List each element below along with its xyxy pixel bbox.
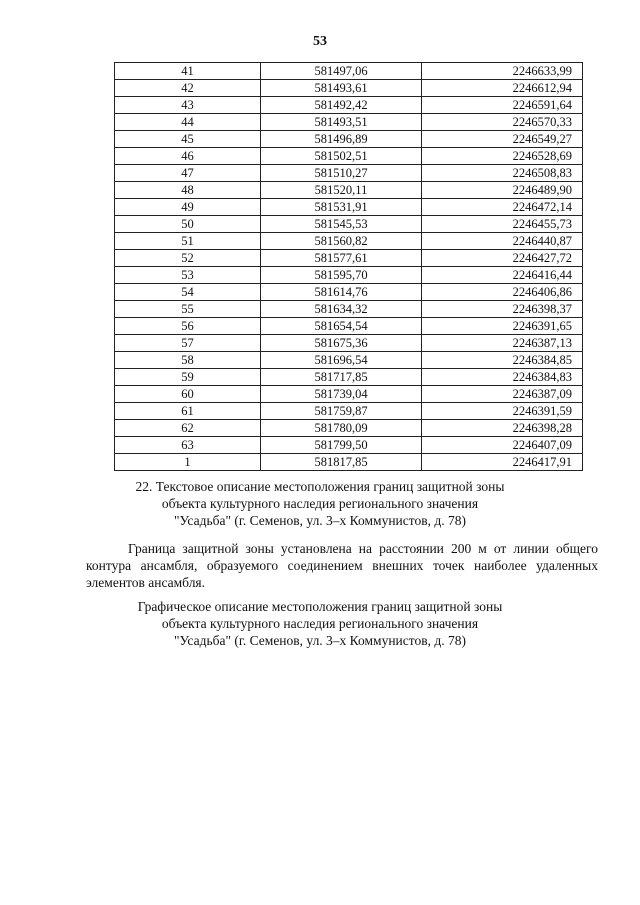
- y-coordinate-cell: 2246398,37: [422, 301, 583, 318]
- y-coordinate-cell: 2246416,44: [422, 267, 583, 284]
- point-number-cell: 57: [115, 335, 261, 352]
- coordinates-table-body: [115, 63, 583, 471]
- y-coordinate-cell: 2246440,87: [422, 233, 583, 250]
- point-number-cell: 59: [115, 369, 261, 386]
- point-number-cell: 1: [115, 454, 261, 471]
- y-coordinate-cell: 2246612,94: [422, 80, 583, 97]
- table-row: [115, 250, 583, 267]
- point-number-cell: 60: [115, 386, 261, 403]
- table-row: [115, 386, 583, 403]
- x-coordinate-cell: 581654,54: [261, 318, 422, 335]
- x-coordinate-cell: 581493,51: [261, 114, 422, 131]
- boundary-description-paragraph: Граница защитной зоны установлена на расстоянии 200 м от линии общего контура ансамбля, образуемого соединением внешних точек наиболее удаленных элементов ансамбля.: [86, 541, 598, 590]
- table-row: [115, 352, 583, 369]
- table-row: [115, 216, 583, 233]
- table-row: [115, 403, 583, 420]
- table-row: [115, 267, 583, 284]
- x-coordinate-cell: 581531,91: [261, 199, 422, 216]
- table-row: [115, 454, 583, 471]
- x-coordinate-cell: 581560,82: [261, 233, 422, 250]
- y-coordinate-cell: 2246508,83: [422, 165, 583, 182]
- table-row: [115, 165, 583, 182]
- x-coordinate-cell: 581497,06: [261, 63, 422, 80]
- graphic-heading-line-3: "Усадьба" (г. Семенов, ул. 3–х Коммунистов, д. 78): [173, 633, 466, 648]
- table-row: [115, 114, 583, 131]
- table-row: [115, 199, 583, 216]
- table-row: [115, 301, 583, 318]
- section-heading: [0, 478, 640, 529]
- point-number-cell: 54: [115, 284, 261, 301]
- point-number-cell: 56: [115, 318, 261, 335]
- coordinates-table: [114, 62, 583, 471]
- table-row: [115, 420, 583, 437]
- x-coordinate-cell: 581510,27: [261, 165, 422, 182]
- table-row: [115, 63, 583, 80]
- y-coordinate-cell: 2246427,72: [422, 250, 583, 267]
- point-number-cell: 46: [115, 148, 261, 165]
- y-coordinate-cell: 2246591,64: [422, 97, 583, 114]
- graphic-heading-line-2: объекта культурного наследия регионального значения: [161, 616, 479, 631]
- y-coordinate-cell: 2246406,86: [422, 284, 583, 301]
- point-number-cell: 52: [115, 250, 261, 267]
- y-coordinate-cell: 2246472,14: [422, 199, 583, 216]
- table-row: [115, 335, 583, 352]
- point-number-cell: 44: [115, 114, 261, 131]
- y-coordinate-cell: 2246391,59: [422, 403, 583, 420]
- y-coordinate-cell: 2246384,85: [422, 352, 583, 369]
- y-coordinate-cell: 2246489,90: [422, 182, 583, 199]
- table-row: [115, 233, 583, 250]
- table-row: [115, 182, 583, 199]
- table-row: [115, 131, 583, 148]
- point-number-cell: 58: [115, 352, 261, 369]
- y-coordinate-cell: 2246407,09: [422, 437, 583, 454]
- page-number: 53: [313, 34, 327, 49]
- x-coordinate-cell: 581780,09: [261, 420, 422, 437]
- point-number-cell: 47: [115, 165, 261, 182]
- table-row: [115, 318, 583, 335]
- y-coordinate-cell: 2246570,33: [422, 114, 583, 131]
- x-coordinate-cell: 581493,61: [261, 80, 422, 97]
- x-coordinate-cell: 581502,51: [261, 148, 422, 165]
- y-coordinate-cell: 2246417,91: [422, 454, 583, 471]
- x-coordinate-cell: 581799,50: [261, 437, 422, 454]
- x-coordinate-cell: 581696,54: [261, 352, 422, 369]
- x-coordinate-cell: 581717,85: [261, 369, 422, 386]
- y-coordinate-cell: 2246633,99: [422, 63, 583, 80]
- table-row: [115, 97, 583, 114]
- x-coordinate-cell: 581577,61: [261, 250, 422, 267]
- y-coordinate-cell: 2246455,73: [422, 216, 583, 233]
- point-number-cell: 45: [115, 131, 261, 148]
- y-coordinate-cell: 2246384,83: [422, 369, 583, 386]
- x-coordinate-cell: 581545,53: [261, 216, 422, 233]
- table-row: [115, 369, 583, 386]
- table-row: [115, 284, 583, 301]
- x-coordinate-cell: 581759,87: [261, 403, 422, 420]
- table-row: [115, 437, 583, 454]
- point-number-cell: 48: [115, 182, 261, 199]
- x-coordinate-cell: 581817,85: [261, 454, 422, 471]
- point-number-cell: 53: [115, 267, 261, 284]
- y-coordinate-cell: 2246549,27: [422, 131, 583, 148]
- point-number-cell: 51: [115, 233, 261, 250]
- y-coordinate-cell: 2246387,09: [422, 386, 583, 403]
- point-number-cell: 49: [115, 199, 261, 216]
- x-coordinate-cell: 581675,36: [261, 335, 422, 352]
- x-coordinate-cell: 581520,11: [261, 182, 422, 199]
- x-coordinate-cell: 581492,42: [261, 97, 422, 114]
- y-coordinate-cell: 2246528,69: [422, 148, 583, 165]
- section-heading-line-1: 22. Текстовое описание местоположения границ защитной зоны: [135, 479, 505, 494]
- point-number-cell: 42: [115, 80, 261, 97]
- point-number-cell: 63: [115, 437, 261, 454]
- table-row: [115, 80, 583, 97]
- x-coordinate-cell: 581614,76: [261, 284, 422, 301]
- y-coordinate-cell: 2246391,65: [422, 318, 583, 335]
- point-number-cell: 50: [115, 216, 261, 233]
- x-coordinate-cell: 581595,70: [261, 267, 422, 284]
- point-number-cell: 55: [115, 301, 261, 318]
- graphic-description-heading: [0, 598, 640, 649]
- x-coordinate-cell: 581739,04: [261, 386, 422, 403]
- y-coordinate-cell: 2246387,13: [422, 335, 583, 352]
- graphic-heading-line-1: Графическое описание местоположения границ защитной зоны: [137, 599, 503, 614]
- x-coordinate-cell: 581634,32: [261, 301, 422, 318]
- section-heading-line-2: объекта культурного наследия регионального значения: [161, 496, 479, 511]
- point-number-cell: 62: [115, 420, 261, 437]
- section-heading-line-3: "Усадьба" (г. Семенов, ул. 3–х Коммунистов, д. 78): [173, 513, 466, 528]
- y-coordinate-cell: 2246398,28: [422, 420, 583, 437]
- point-number-cell: 41: [115, 63, 261, 80]
- table-row: [115, 148, 583, 165]
- x-coordinate-cell: 581496,89: [261, 131, 422, 148]
- point-number-cell: 43: [115, 97, 261, 114]
- point-number-cell: 61: [115, 403, 261, 420]
